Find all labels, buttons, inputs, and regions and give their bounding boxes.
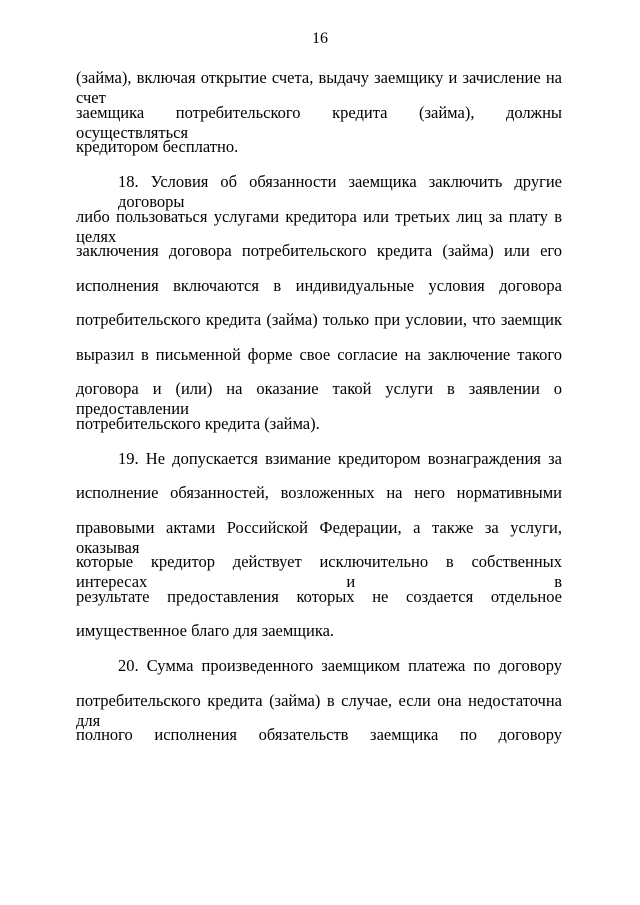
paragraph-20-line-2: потребительского кредита (займа) в случае, если она недостаточна для bbox=[76, 691, 562, 730]
paragraph-18-line-8: потребительского кредита (займа). bbox=[76, 414, 320, 433]
paragraph-1-line-1: (займа), включая открытие счета, выдачу заемщику и зачисление на счет bbox=[76, 68, 562, 107]
paragraph-1-line-3: кредитором бесплатно. bbox=[76, 137, 239, 156]
paragraph-18-line-1: 18. Условия об обязанности заемщика заключить другие договоры bbox=[118, 172, 562, 211]
paragraph-19-line-1: 19. Не допускается взимание кредитором вознаграждения за bbox=[118, 449, 562, 468]
paragraph-18-line-6: выразил в письменной форме свое согласие на заключение такого bbox=[76, 345, 562, 364]
paragraph-20-line-3: полного исполнения обязательств заемщика по договору bbox=[76, 725, 562, 744]
paragraph-18-line-5: потребительского кредита (займа) только при условии, что заемщик bbox=[76, 310, 562, 329]
paragraph-19-line-4: которые кредитор действует исключительно в собственных интересах и в bbox=[76, 552, 562, 591]
paragraph-19-line-3: правовыми актами Российской Федерации, а также за услуги, оказывая bbox=[76, 518, 562, 557]
paragraph-19-line-2: исполнение обязанностей, возложенных на него нормативными bbox=[76, 483, 562, 502]
paragraph-18-line-4: исполнения включаются в индивидуальные условия договора bbox=[76, 276, 562, 295]
paragraph-20-line-1: 20. Сумма произведенного заемщиком платежа по договору bbox=[118, 656, 562, 675]
paragraph-18-line-7: договора и (или) на оказание такой услуги в заявлении о предоставлении bbox=[76, 379, 562, 418]
paragraph-18-line-3: заключения договора потребительского кредита (займа) или его bbox=[76, 241, 562, 260]
paragraph-1-line-2: заемщика потребительского кредита (займа), должны осуществляться bbox=[76, 103, 562, 142]
paragraph-18-line-2: либо пользоваться услугами кредитора или третьих лиц за плату в целях bbox=[76, 207, 562, 246]
paragraph-19-line-6: имущественное благо для заемщика. bbox=[76, 621, 335, 640]
page-number: 16 bbox=[312, 30, 328, 47]
paragraph-19-line-5: результате предоставления которых не создается отдельное bbox=[76, 587, 562, 606]
